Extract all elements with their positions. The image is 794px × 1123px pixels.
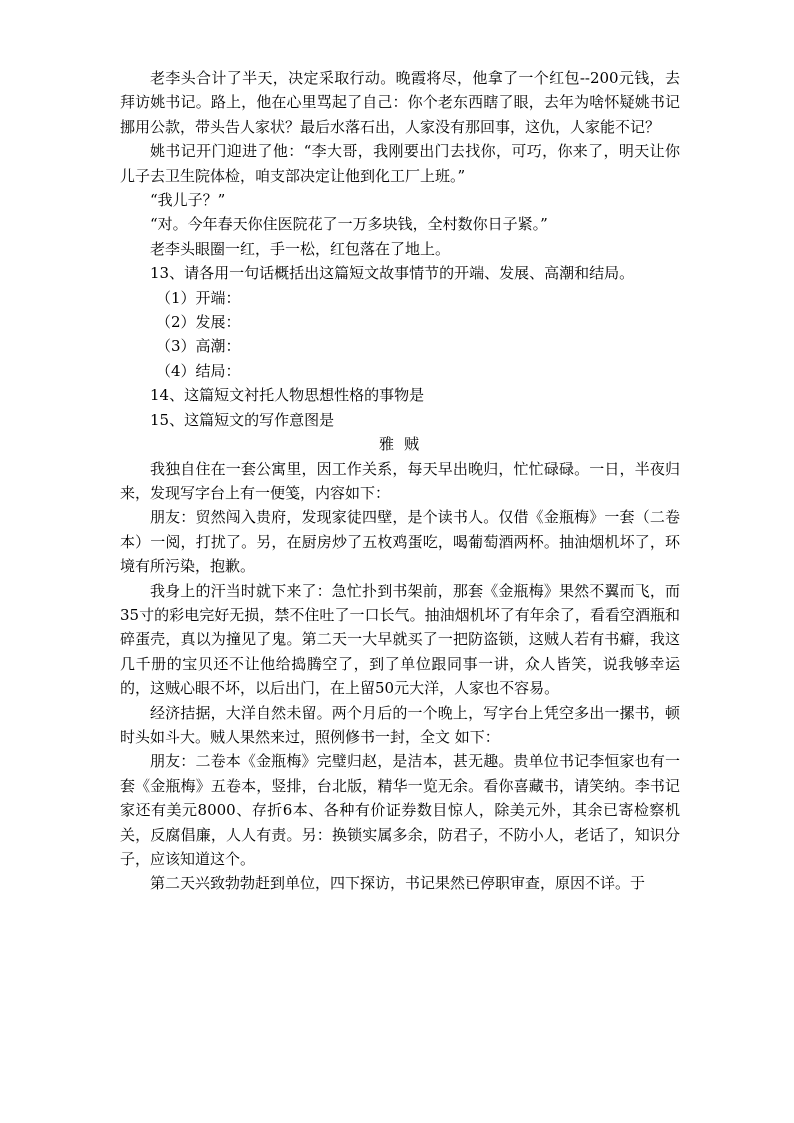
- question-14: 14、这篇短文衬托人物思想性格的事物是: [150, 386, 425, 405]
- story1-paragraph-5: 老李头眼圈一红，手一松，红包落在了地上。: [150, 239, 451, 258]
- story2-paragraph-1: 我独自住在一套公寓里，因工作关系，每天早出晚归，忙忙碌碌。一日，半夜归来，发现写字台上有一便笺，内容如下：: [120, 459, 680, 502]
- story1-dialogue-2: “对。今年春天你住医院花了一万多块钱，全村数你日子紧。”: [150, 215, 548, 234]
- story1-paragraph-1: 老李头合计了半天，决定采取行动。晚霞将尽，他拿了一个红包--200元钱，去拜访姚书记。路上，他在心里骂起了自己：你个老东西瞎了眼，去年为啥怀疑姚书记挪用公款，带头告人家状？最后水落石出，人家没有那回事，这仇，人家能不记？: [120, 69, 680, 136]
- story1-paragraph-2: 姚书记开门迎进了他：“李大哥，我刚要出门去找你，可巧，你来了，明天让你儿子去卫生院体检，咱支部决定让他到化工厂上班。”: [120, 142, 680, 185]
- question-13-item-3: （3）高潮：: [156, 337, 241, 356]
- story2-paragraph-4: 经济拮据，大洋自然未留。两个月后的一个晚上，写字台上凭空多出一摞书，顿时头如斗大。贼人果然来过，照例修书一封，全文 如下：: [120, 703, 680, 746]
- story2-note-2: 朋友：二卷本《金瓶梅》完璧归赵，是洁本，甚无趣。贵单位书记李恒家也有一套《金瓶梅》五卷本，竖排，台北版，精华一览无余。看你喜藏书，请笑纳。李书记家还有美元8000、存折6本、各种有价证券数目惊人，除美元外，其余已寄检察机关，反腐倡廉，人人有责。另：换锁实属多余，防君子，不防小人，老话了，知识分子，应该知道这个。: [120, 752, 680, 868]
- story2-paragraph-3: 我身上的汗当时就下来了：急忙扑到书架前，那套《金瓶梅》果然不翼而飞，而35寸的彩电完好无损，禁不住吐了一口长气。抽油烟机坏了有年余了，看看空酒瓶和碎蛋壳，真以为撞见了鬼。第二天一大早就买了一把防盗锁，这贼人若有书癖，我这几千册的宝贝还不让他给捣腾空了，到了单位跟同事一讲，众人皆笑，说我够幸运的，这贼心眼不坏，以后出门，在上留50元大洋，人家也不容易。: [120, 581, 680, 698]
- story2-title: 雅贼: [378, 435, 429, 454]
- question-13-item-2: （2）发展：: [156, 313, 241, 332]
- document-page: [120, 66, 680, 896]
- question-13-item-1: （1）开端：: [156, 288, 241, 307]
- story1-dialogue-1: “我儿子？”: [150, 191, 226, 210]
- story2-paragraph-6: 第二天兴致勃勃赶到单位，四下探访，书记果然已停职审查，原因不详。于: [150, 874, 646, 893]
- question-13: 13、请各用一句话概括出这篇短文故事情节的开端、发展、高潮和结局。: [150, 264, 635, 283]
- question-15: 15、这篇短文的写作意图是: [150, 410, 335, 429]
- question-13-item-4: （4）结局：: [156, 361, 241, 380]
- story2-note-1: 朋友：贸然闯入贵府，发现家徒四壁，是个读书人。仅借《金瓶梅》一套（二卷本）一阅，打扰了。另，在厨房炒了五枚鸡蛋吃，喝葡萄酒两杯。抽油烟机坏了，环境有所污染，抱歉。: [120, 508, 680, 576]
